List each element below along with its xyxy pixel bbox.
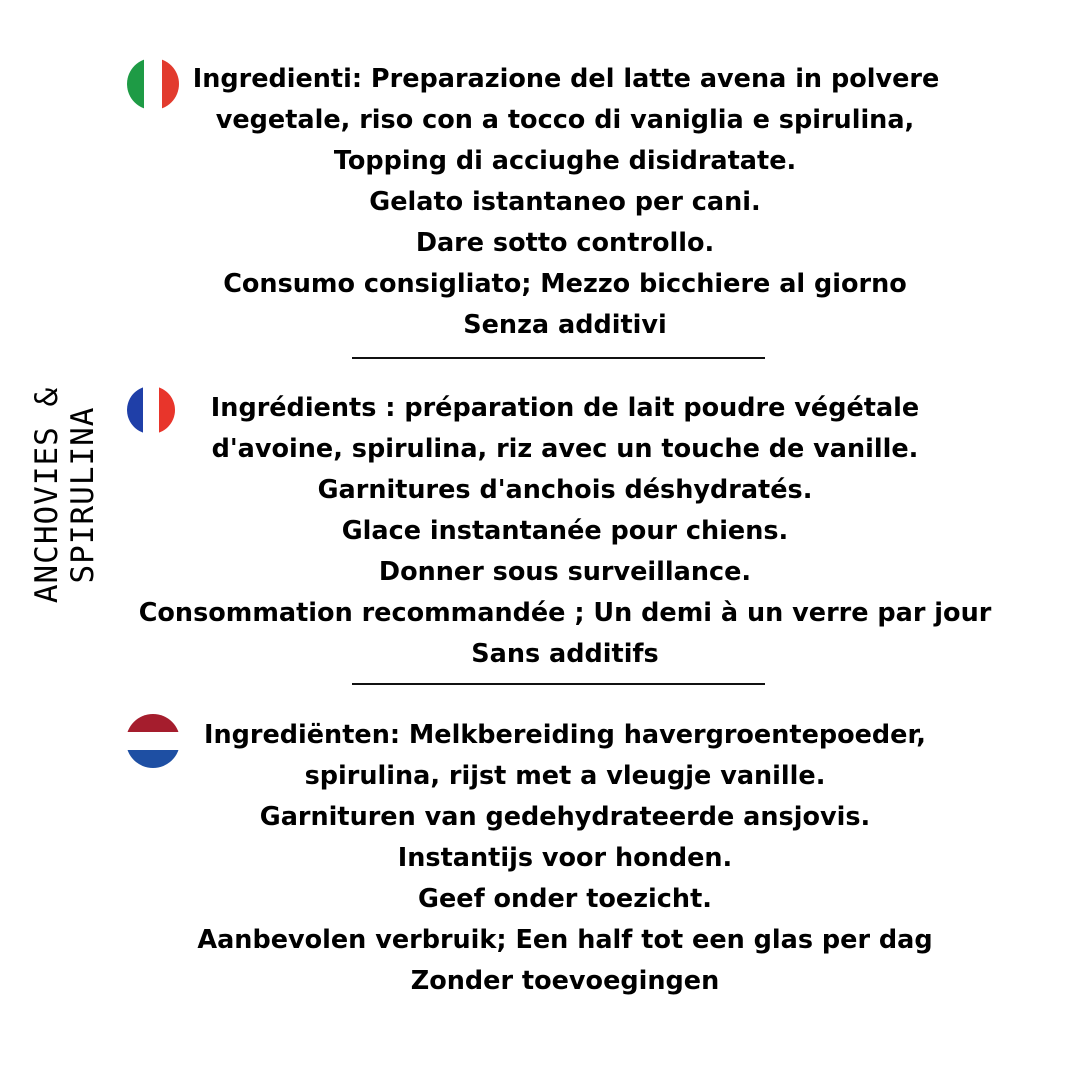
italian-line-6: Consumo consigliato; Mezzo bicchiere al giorno [223, 269, 907, 299]
dutch-line-5: Geef onder toezicht. [418, 884, 712, 914]
dutch-ingredients [130, 715, 1000, 1002]
product-title [29, 387, 101, 603]
italian-line-1: Ingredienti: Preparazione del latte avena in polvere [192, 64, 940, 94]
italian-line-7: Senza additivi [463, 310, 667, 340]
french-line-4: Glace instantanée pour chiens. [341, 516, 789, 546]
dutch-line-6: Aanbevolen verbruik; Een half tot een glas per dag [197, 925, 933, 955]
italian-line-3: Topping di acciughe disidratate. [333, 146, 797, 176]
italian-line-5: Dare sotto controllo. [415, 228, 715, 258]
italian-line-4: Gelato istantaneo per cani. [369, 187, 761, 217]
dutch-line-1: Ingrediënten: Melkbereiding havergroentepoeder, [204, 720, 926, 750]
section-divider-1 [352, 357, 765, 359]
dutch-line-7: Zonder toevoegingen [410, 966, 720, 996]
french-line-2: d'avoine, spirulina, riz avec un touche de vanille. [211, 434, 919, 464]
french-line-6: Consommation recommandée ; Un demi à un verre par jour [138, 598, 992, 628]
dutch-line-2: spirulina, rijst met a vleugje vanille. [304, 761, 826, 791]
french-line-3: Garnitures d'anchois déshydratés. [317, 475, 813, 505]
product-title-line-1: ANCHOVIES & [29, 386, 65, 604]
french-ingredients [130, 388, 1000, 675]
french-line-7: Sans additifs [471, 639, 659, 669]
italian-line-2: vegetale, riso con a tocco di vaniglia e spirulina, [215, 105, 915, 135]
italian-ingredients [130, 59, 1000, 346]
section-divider-2 [352, 683, 765, 685]
dutch-line-3: Garnituren van gedehydrateerde ansjovis. [259, 802, 871, 832]
product-title-line-2: SPIRULINA [65, 406, 101, 584]
dutch-line-4: Instantijs voor honden. [397, 843, 733, 873]
french-line-1: Ingrédients : préparation de lait poudre végétale [210, 393, 920, 423]
french-line-5: Donner sous surveillance. [378, 557, 752, 587]
